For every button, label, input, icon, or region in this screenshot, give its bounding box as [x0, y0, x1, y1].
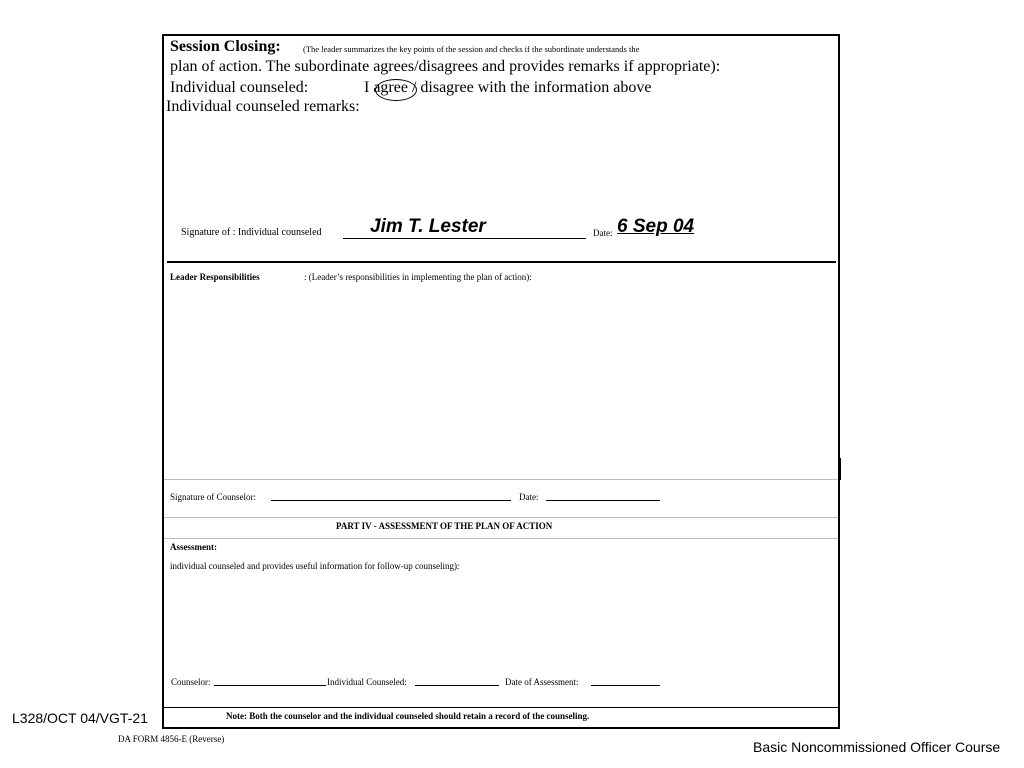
leader-responsibilities-heading: Leader Responsibilities [170, 272, 260, 282]
session-closing-instruction: (The leader summarizes the key points of the session and checks if the subordinate understands the [303, 44, 640, 54]
slide-code: L328/OCT 04/VGT-21 [12, 710, 148, 726]
left-edge-tick [162, 458, 163, 480]
individual-date-value: 6 Sep 04 [617, 216, 695, 237]
retain-record-note: Note: Both the counselor and the individual counseled should retain a record of the counseling. [226, 711, 590, 721]
course-name: Basic Noncommissioned Officer Course [753, 739, 1001, 755]
assessment-individual-line [415, 685, 499, 686]
note-top-rule [164, 707, 838, 708]
assessment-counselor-line [214, 685, 326, 686]
assessment-individual-label: Individual Counseled: [327, 677, 407, 687]
assessment-instruction: individual counseled and provides useful information for follow-up counseling): [170, 561, 460, 571]
counselor-signature-top-rule [164, 479, 838, 480]
counselor-date-label: Date: [519, 492, 539, 502]
individual-signature-value: Jim T. Lester [370, 216, 486, 237]
right-edge-tick [840, 458, 841, 480]
individual-counseled-label: Individual counseled: [170, 79, 309, 96]
form-identifier: DA FORM 4856-E (Reverse) [118, 734, 225, 744]
counselor-signature-label: Signature of Counselor: [170, 492, 256, 502]
assessment-date-label: Date of Assessment: [505, 677, 579, 687]
counselor-date-line [546, 500, 660, 501]
individual-signature-line [343, 238, 586, 239]
leader-responsibilities-instruction: : (Leader’s responsibilities in implementing the plan of action): [304, 272, 532, 282]
session-closing-line2: plan of action. The subordinate agrees/disagrees and provides remarks if appropriate): [170, 58, 721, 75]
individual-remarks-label: Individual counseled remarks: [166, 98, 360, 115]
session-closing-heading: Session Closing: [170, 38, 281, 55]
assessment-label: Assessment: [170, 542, 217, 552]
section-divider [167, 261, 836, 263]
individual-date-label: Date: [593, 228, 613, 238]
individual-signature-label: Signature of : Individual counseled [181, 227, 322, 238]
counselor-signature-line [271, 500, 511, 501]
agree-circle [375, 79, 417, 101]
agree-disagree-statement: I agree / disagree with the information above [364, 79, 652, 96]
part4-title-rule [164, 538, 838, 539]
counseling-form [162, 34, 840, 729]
assessment-date-line [591, 685, 660, 686]
assessment-counselor-label: Counselor: [171, 677, 211, 687]
part4-top-rule [164, 517, 838, 518]
part4-title: PART IV - ASSESSMENT OF THE PLAN OF ACTION [336, 521, 553, 531]
